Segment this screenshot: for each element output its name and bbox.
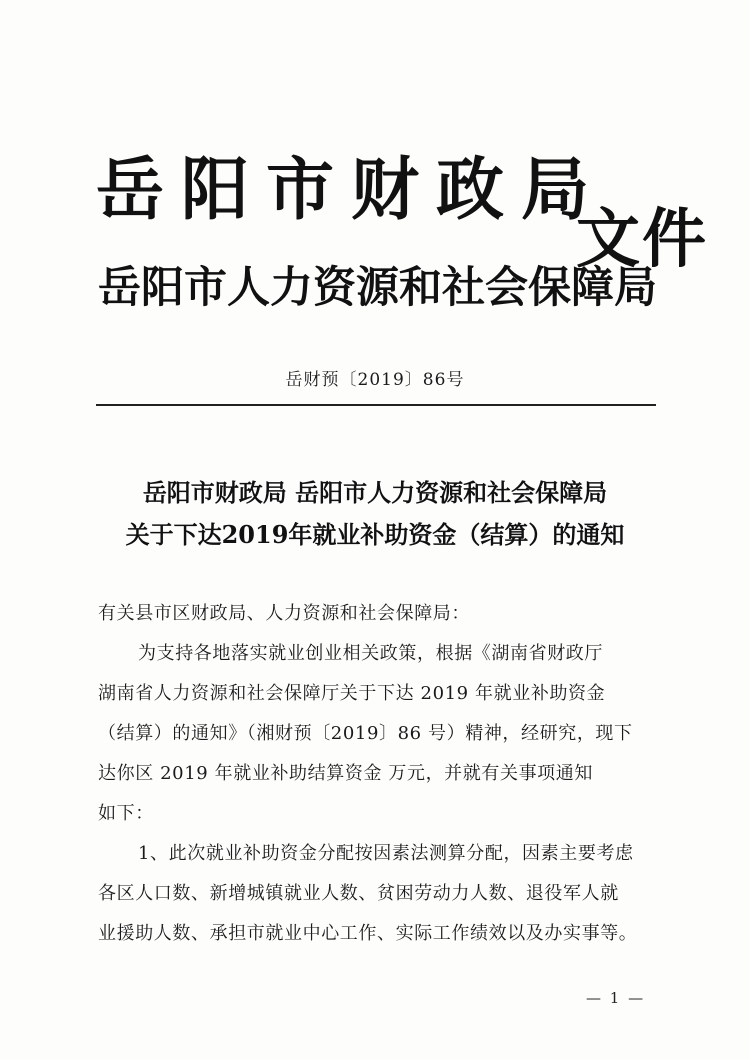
body-line: 为支持各地落实就业创业相关政策，根据《湖南省财政厅: [138, 643, 603, 664]
body-line: 如下：: [98, 803, 154, 824]
body-line: 湖南省人力资源和社会保障厅关于下达 2019 年就业补助资金: [98, 683, 606, 704]
body-line: 业援助人数、承担市就业中心工作、实际工作绩效以及办实事等。: [98, 923, 638, 944]
body-line: 1、此次就业补助资金分配按因素法测算分配，因素主要考虑: [138, 843, 634, 864]
document-word: 文件: [576, 202, 708, 277]
document-number: 岳财预〔2019〕86号: [285, 370, 465, 390]
notice-title-line-2: 关于下达2019年就业补助资金（结算）的通知: [125, 520, 625, 549]
header-divider: [96, 404, 656, 406]
body-line: （结算）的通知》（湘财预〔2019〕86 号）精神，经研究，现下: [98, 723, 633, 744]
issuer-hr-bureau: 岳阳市人力资源和社会保障局: [98, 263, 657, 313]
page-number: — 1 —: [586, 989, 646, 1007]
notice-title-line-1: 岳阳市财政局 岳阳市人力资源和社会保障局: [142, 478, 608, 507]
salutation: 有关县市区财政局、人力资源和社会保障局：: [98, 603, 470, 624]
body-line: 达你区 2019 年就业补助结算资金 万元，并就有关事项通知: [98, 763, 593, 784]
issuer-finance-bureau: 岳阳市财政局: [96, 150, 607, 230]
body-line: 各区人口数、新增城镇就业人数、贫困劳动力人数、退役军人就: [98, 883, 619, 904]
